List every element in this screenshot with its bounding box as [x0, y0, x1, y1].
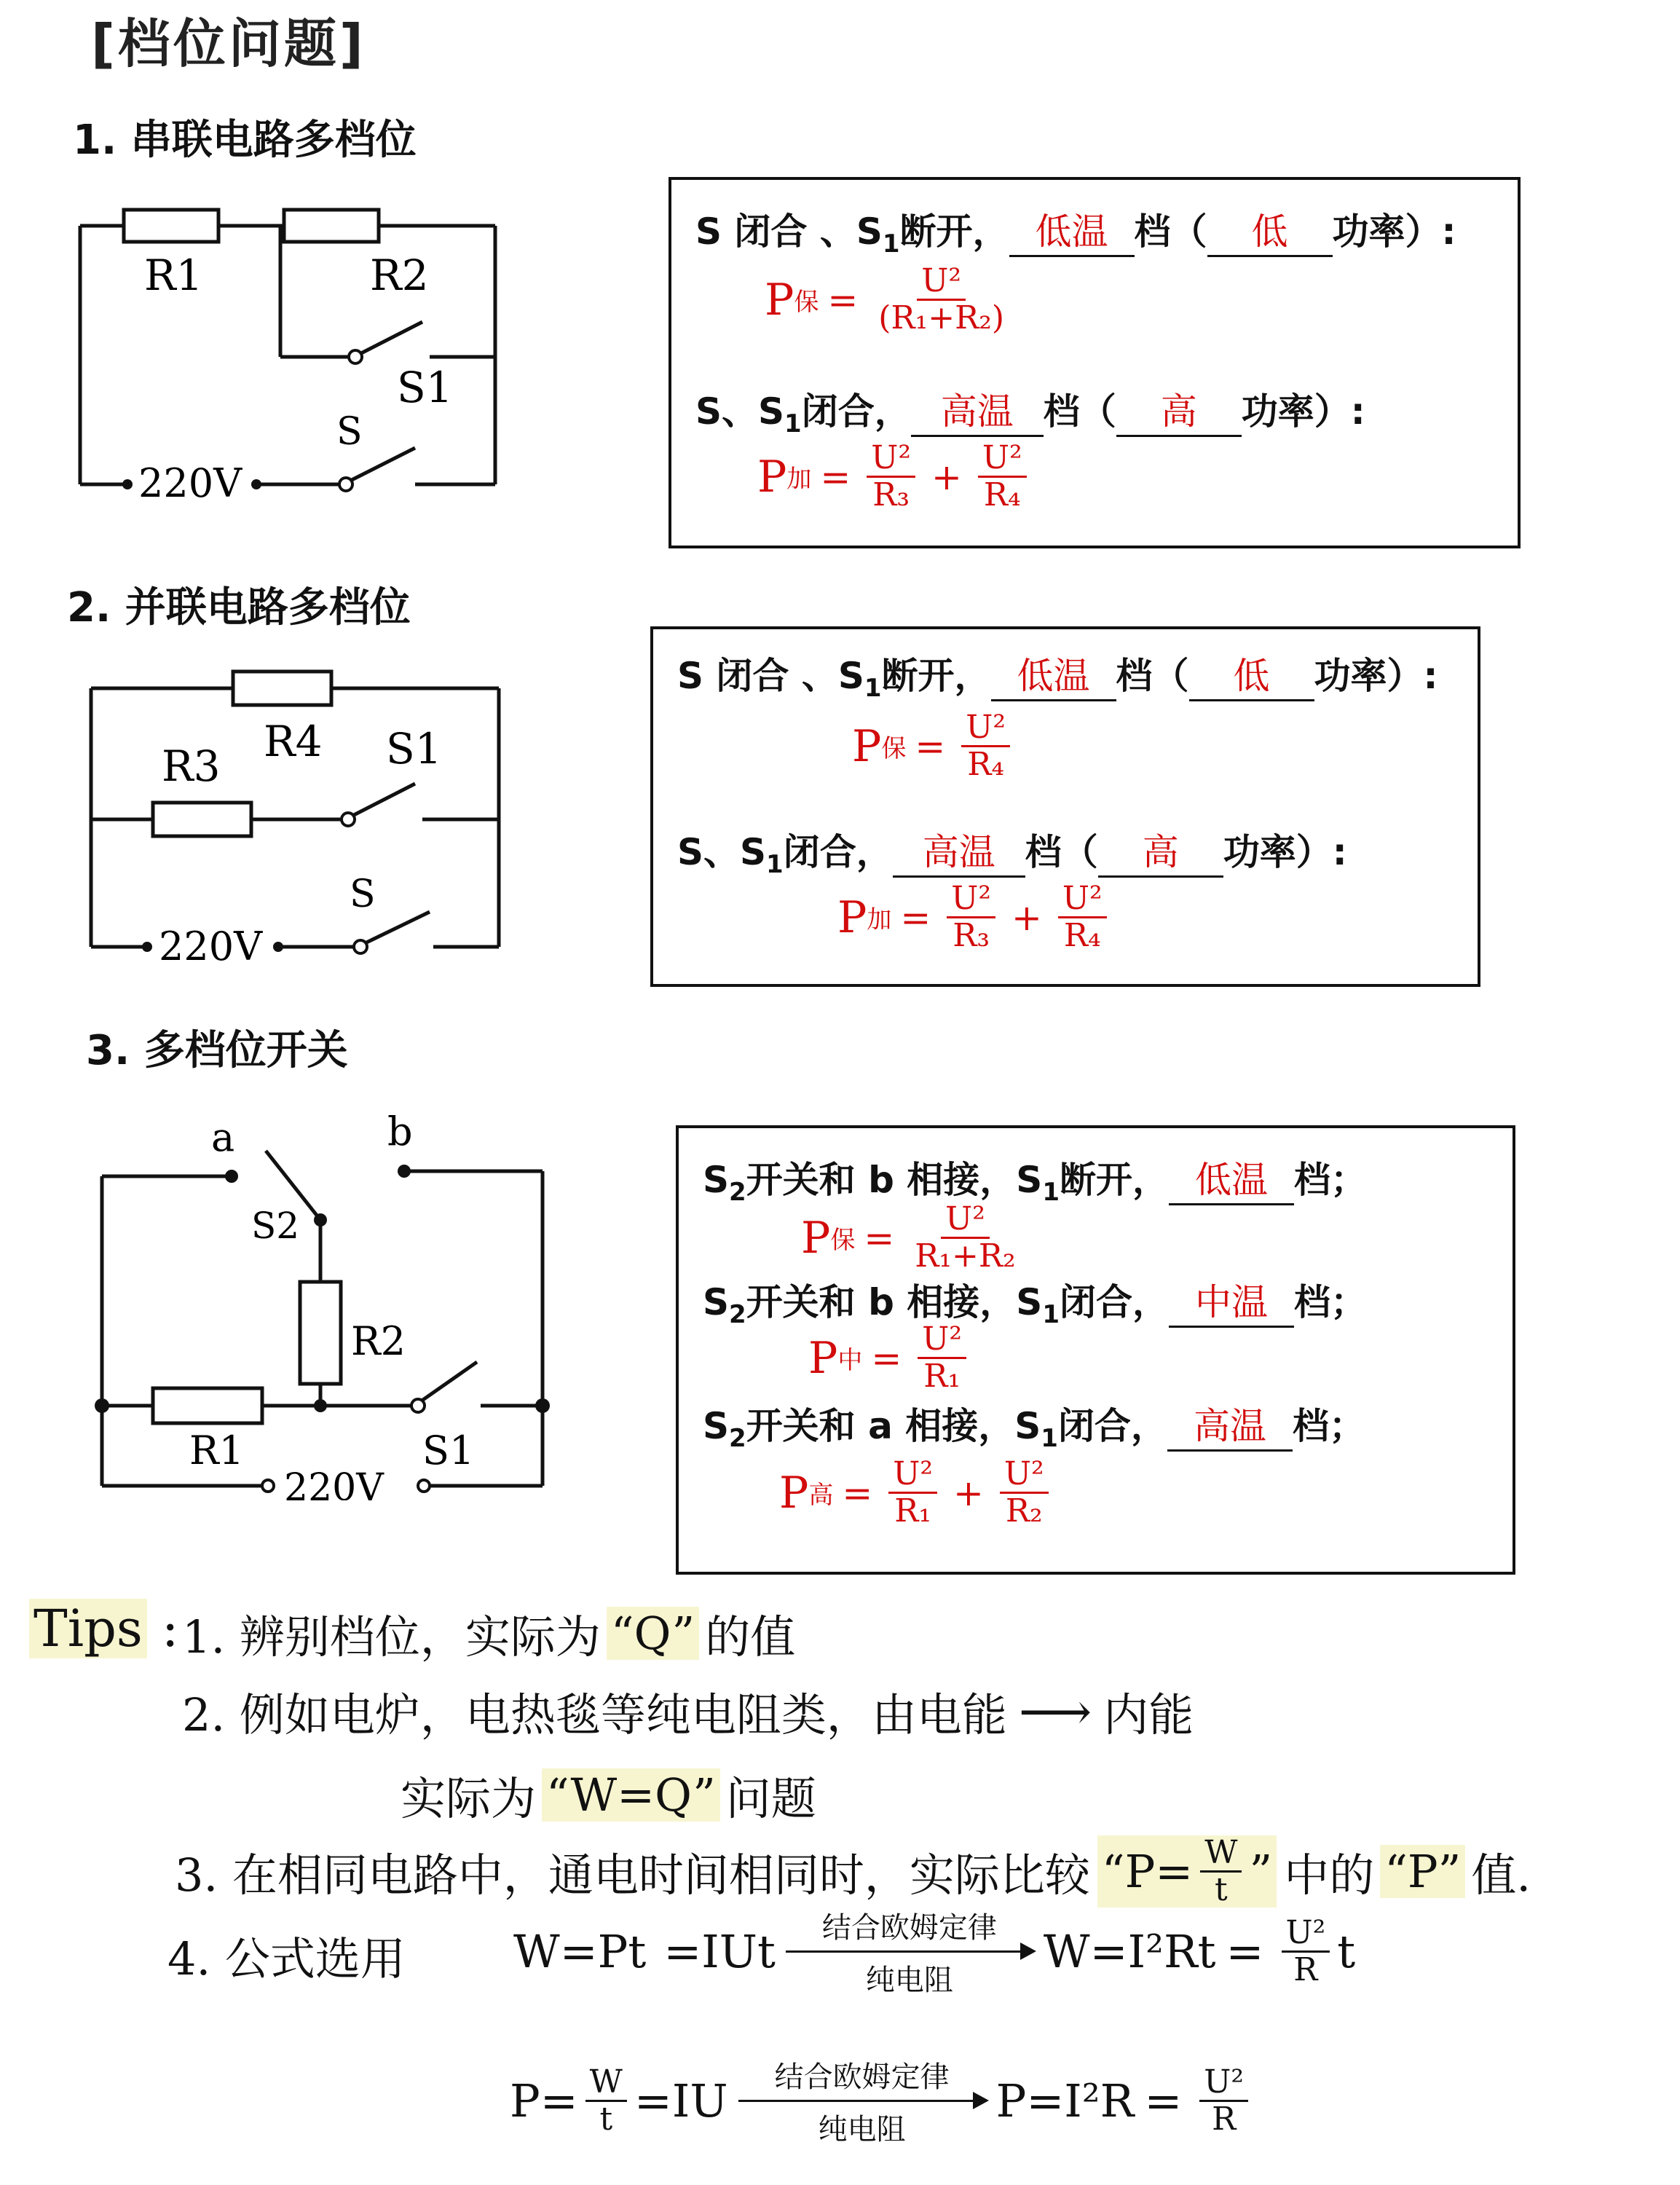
box3-formula-high: P 高 = $\frac{\text{U²}}{\text{R₁}}$ + $\frac{\text{U²}}{\text{R₂}}$ — [779, 1457, 1056, 1529]
fill-blank: 高温 — [1167, 1397, 1293, 1452]
tip-4-formula-work: W=Pt =IUt 结合欧姆定律 纯电阻 W=I²Rt = $\frac{\text{U²}}{R}$ t — [513, 1911, 1356, 1997]
fill-blank: 高 — [1116, 382, 1242, 437]
box1-formula-high: P 加 = $\frac{\text{U²}}{\text{R₃}}$ + $\frac{\text{U²}}{\text{R₄}}$ — [757, 441, 1034, 513]
r1-label: R1 — [144, 251, 203, 300]
tips-label: Tips : — [29, 1599, 178, 1658]
parallel-circuit-diagram — [73, 656, 524, 969]
series-circuit-diagram — [66, 197, 517, 510]
r1-label: R1 — [189, 1428, 245, 1473]
fill-blank: 低温 — [1169, 1151, 1294, 1205]
fill-blank: 低温 — [1009, 202, 1135, 257]
tip-4-label: 4. 公式选用 — [167, 1932, 406, 1985]
s-label: S — [336, 410, 363, 454]
box2-formula-low: P 保 = $\frac{\text{U²}}{\text{R₄}}$ — [852, 710, 1017, 782]
box3-line3: $S_2$开关和 a 相接，$S_1$闭合， 高温 档； — [703, 1397, 1365, 1453]
fill-blank: 高 — [1098, 823, 1223, 878]
r3-label: R3 — [162, 741, 221, 791]
tip-2-continued: 实际为 “W=Q” 问题 — [401, 1768, 816, 1825]
page-title: [档位问题] — [91, 13, 366, 74]
s1-label: S1 — [397, 363, 453, 412]
tip-2: 2. 例如电炉，电热毯等纯电阻类，由电能 ⟶ 内能 — [182, 1681, 1194, 1741]
box3-formula-mid: P 中 = $\frac{\text{U²}}{\text{R₁}}$ — [808, 1322, 974, 1394]
box1-line2: S、$S_1$闭合， 高温 档（ 高 功率）: — [695, 382, 1365, 438]
fill-blank: 低 — [1189, 647, 1314, 701]
section-heading-switch: 3. 多档位开关 — [86, 1027, 348, 1074]
r2-label: R2 — [351, 1318, 406, 1364]
box3-line2: $S_2$开关和 b 相接，$S_1$闭合， 中温 档； — [703, 1273, 1367, 1329]
box2-formula-high: P 加 = $\frac{\text{U²}}{\text{R₃}}$ + $\frac{\text{U²}}{\text{R₄}}$ — [837, 881, 1114, 953]
fill-blank: 低 — [1207, 202, 1333, 257]
b-label: b — [387, 1109, 413, 1154]
fill-blank: 高温 — [911, 382, 1044, 437]
box3-line1: $S_2$开关和 b 相接，$S_1$断开， 低温 档； — [703, 1151, 1367, 1207]
fill-blank: 中温 — [1169, 1273, 1294, 1328]
a-label: a — [211, 1114, 235, 1160]
section-heading-parallel: 2. 并联电路多档位 — [67, 584, 411, 631]
tip-4-formula-power: P= $\frac{W}{t}$ =IU 结合欧姆定律 纯电阻 P=I²R = $\frac{\text{U²}}{R}$ — [510, 2054, 1255, 2148]
s-label: S — [350, 873, 376, 916]
s2-label: S2 — [251, 1205, 300, 1247]
switch-circuit-diagram — [73, 1107, 553, 1500]
fill-blank: 低温 — [991, 647, 1116, 701]
box2-line1: S 闭合 、$S_1$断开， 低温 档（ 低 功率）: — [677, 647, 1438, 703]
r2-label: R2 — [370, 251, 429, 300]
tip-1: 1. 辨别档位，实际为 “Q” 的值 — [182, 1607, 796, 1664]
voltage-label: 220V — [284, 1466, 384, 1500]
box3-formula-low: P 保 = $\frac{\text{U²}}{\text{R₁+R₂}}$ — [801, 1200, 1016, 1275]
voltage-label: 220V — [159, 924, 263, 969]
voltage-label: 220V — [138, 460, 242, 506]
fill-blank: 高温 — [893, 823, 1025, 878]
box1-line1: S 闭合 、$S_1$断开， 低温 档（ 低 功率）: — [695, 202, 1456, 259]
section-heading-series: 1. 串联电路多档位 — [73, 117, 417, 164]
box1-formula-low: P 保 = $\frac{\text{U²}}{\text{(R₁+R₂)}}$ — [765, 262, 1005, 336]
r4-label: R4 — [264, 717, 323, 766]
tip-3: 3. 在相同电路中，通电时间相同时，实际比较 “ P= $\frac{W}{t}$ ” 中的 “P” 值. — [175, 1834, 1531, 1908]
s1-label: S1 — [422, 1428, 475, 1473]
box2-line2: S、$S_1$闭合， 高温 档（ 高 功率）: — [677, 823, 1347, 879]
s1-label: S1 — [386, 724, 442, 773]
